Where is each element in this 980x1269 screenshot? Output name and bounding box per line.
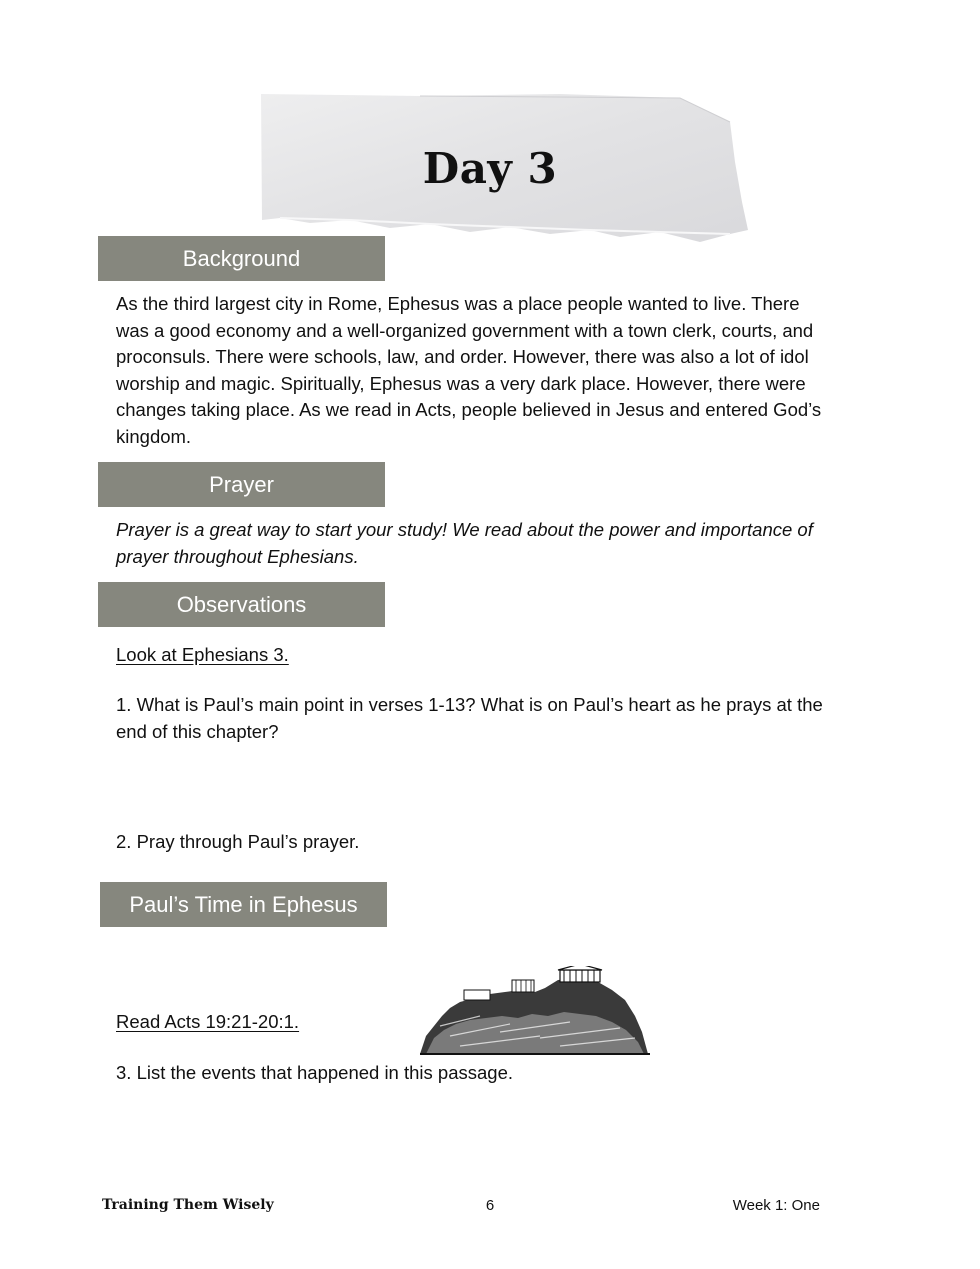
question-1: 1. What is Paul’s main point in verses 1-13? What is on Paul’s heart as he prays at the end of this chapter? [116,694,823,742]
week-label: Week 1: One [732,1197,820,1214]
prayer-heading: Prayer [98,462,385,507]
page-number: 6 [485,1197,495,1214]
observations-instruction: Look at Ephesians 3. [116,644,289,665]
question-2: 2. Pray through Paul’s prayer. [116,831,360,852]
footer-brand-logo: Training Them Wisely [102,1197,274,1213]
acts-instruction: Read Acts 19:21-20:1. [116,1011,300,1032]
time-in-ephesus-heading: Paul’s Time in Ephesus [100,882,387,927]
background-text: As the third largest city in Rome, Ephesus was a place people wanted to live. There was a good economy and a well-organized government with a town clerk, courts, and proconsuls. There were schools, law, and order. However, there was also a lot of idol worship and magic. Spiritually, Ephesus was a very dark place. However, there were changes taking place. As we read in Acts, people believed in Jesus and entered God’s kingdom. [116,293,822,447]
observations-heading: Observations [98,582,385,627]
question-3: 3. List the events that happened in this passage. [116,1062,514,1083]
prayer-text: Prayer is a great way to start your study! We read about the power and importance of prayer throughout Ephesians. [116,519,813,567]
background-heading: Background [98,236,385,281]
acropolis-illustration [420,966,650,1056]
page-title: Day 3 [422,144,558,193]
